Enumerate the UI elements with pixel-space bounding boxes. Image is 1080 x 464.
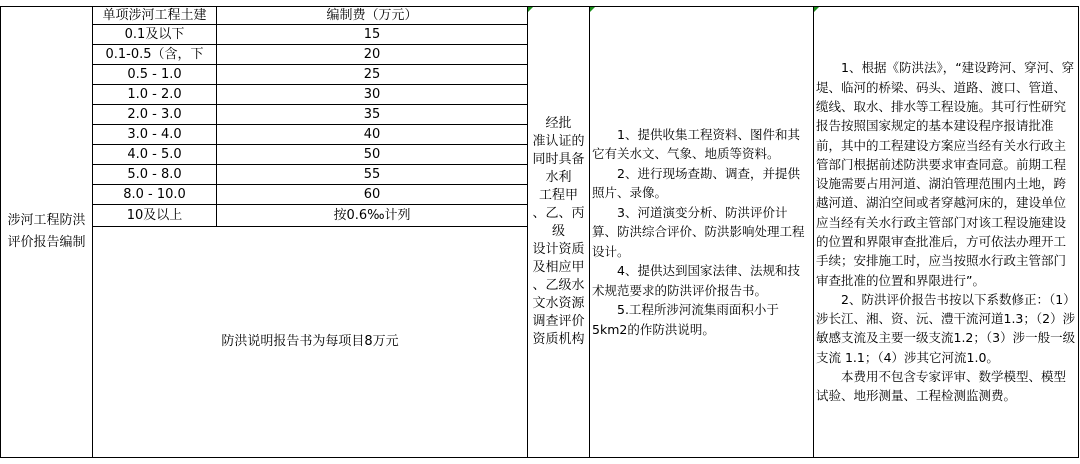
work-item: 4、提供达到国家法律、法规和技术规范要求的防洪评价报告书。 xyxy=(592,263,800,298)
work-item: 1、提供收集工程资料、图件和其它有关水文、气象、地质等资料。 xyxy=(592,126,800,162)
fee-row-value: 35 xyxy=(363,106,381,122)
fee-row-scale: 8.0 - 10.0 xyxy=(123,186,186,202)
border-right xyxy=(1078,6,1079,458)
remarks-cell xyxy=(814,7,1078,457)
fee-row-value: 按0.6‰计列 xyxy=(333,207,411,223)
fee-header-fee: 编制费（万元） xyxy=(326,8,418,23)
fee-row-value: 20 xyxy=(363,46,381,62)
fee-row-scale: 0.1及以下 xyxy=(124,26,185,42)
fee-header-scale: 单项涉河工程土建 xyxy=(102,8,207,23)
fee-row-scale: 5.0 - 8.0 xyxy=(127,166,182,182)
fee-row-scale: 3.0 - 4.0 xyxy=(127,126,182,142)
work-content-cell xyxy=(590,7,813,457)
explanation-report-note: 防洪说明报告书为每项目8万元 xyxy=(221,334,399,349)
fee-row-scale: 2.0 - 3.0 xyxy=(127,106,182,122)
fee-row-value: 25 xyxy=(363,66,381,82)
work-item: 3、河道演变分析、防洪评价计算、防洪综合评价、防洪影响处理工程设计。 xyxy=(592,204,805,259)
work-item: 2、进行现场查勘、调查，并提供照片、录像。 xyxy=(592,165,800,201)
fee-row-value: 15 xyxy=(363,26,381,42)
border-bottom xyxy=(0,457,1079,458)
fee-row-scale: 0.1-0.5（含，下 xyxy=(105,46,204,62)
work-item: 5.工程所涉河流集雨面积小于5km2的作防洪说明。 xyxy=(592,302,779,337)
fee-row-value: 40 xyxy=(363,126,381,142)
fee-row-value: 60 xyxy=(363,186,381,202)
fee-row-value: 55 xyxy=(363,166,381,182)
fee-row-value: 50 xyxy=(363,146,381,162)
fee-row-scale: 0.5 - 1.0 xyxy=(127,66,182,82)
fee-row-scale: 1.0 - 2.0 xyxy=(127,86,182,102)
qualification-cell: 经批 准认证的 同时具备 水利 工程甲 、乙、丙级 设计资质 及相应甲 、乙级水 文水资源 调查评价 资质机构 xyxy=(532,116,585,347)
remark-item: 1、根据《防洪法》，“建设跨河、穿河、穿堤、临河的桥梁、码头、道路、渡口、管道、缆线、取水、排水等工程设施。其可行性研究报告按照国家规定的基本建设程序报请批准前，其中的工程建设方案应当经有关水行政主管部门根据前述防洪要求审查同意。前期工程设施需要占用河道、湖泊管理范围内土地，跨越河道、湖泊空间或者穿越河床的，建设单位应当经有关水行政主管部门对该工程设施建设的位置和界限审查批准后，方可依法办理开工手续；安排施工时，应当按照水行政主管部门审查批准的位置和界限进行”。 xyxy=(816,60,1075,288)
project-label-cell: 涉河工程防洪 评价报告编制 xyxy=(7,213,86,250)
fee-row-scale: 4.0 - 5.0 xyxy=(127,146,182,162)
remark-item: 2、防洪评价报告书按以下系数修正：（1）涉长江、湘、资、沅、澧干流河道1.3；（2）涉敏感支流及主要一级支流1.2；（3）涉一般一级支流 1.1；（4）涉其它河流1.0。 xyxy=(816,291,1076,365)
fee-row-value: 30 xyxy=(363,86,381,102)
remark-item: 本费用不包含专家评审、数学模型、模型试验、地形测量、工程检测监测费。 xyxy=(816,369,1067,404)
fee-row-scale: 10及以上 xyxy=(126,207,183,223)
